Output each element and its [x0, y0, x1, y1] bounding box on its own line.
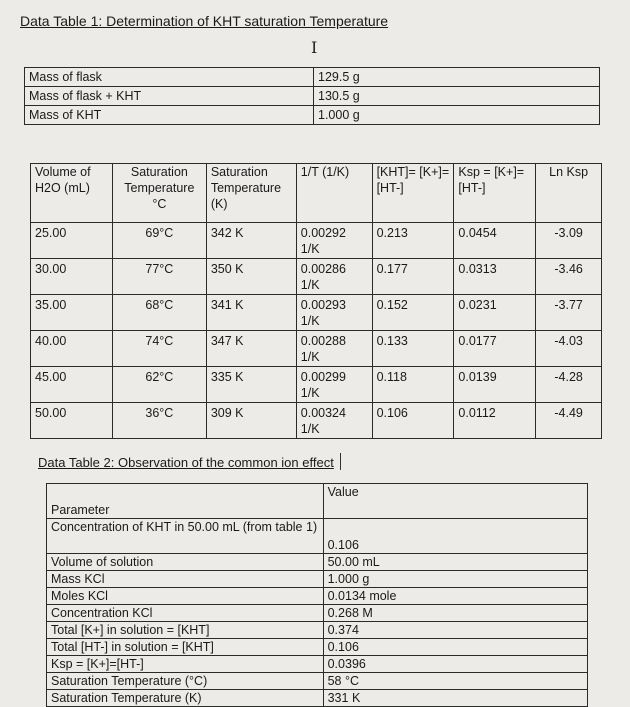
cell-value: 0.268 M [323, 605, 587, 622]
cell-sat-temp-c: 74°C [112, 331, 206, 367]
cell-parameter: Concentration of KHT in 50.00 mL (from table 1) [47, 519, 324, 554]
cell-volume: 35.00 [31, 295, 113, 331]
cell-inverse-t: 0.00299 1/K [296, 367, 372, 403]
table-row [31, 295, 602, 331]
header-ln-ksp: Ln Ksp [536, 164, 602, 223]
cell-value: 50.00 mL [323, 554, 587, 571]
cell-parameter: Ksp = [K+]=[HT-] [47, 656, 324, 673]
header-value: Value [323, 484, 587, 519]
table-row [25, 68, 600, 87]
cell-concentration: 0.106 [372, 403, 454, 439]
table-row [47, 519, 588, 554]
page-title: Data Table 1: Determination of KHT saturation Temperature [20, 13, 389, 29]
header-sat-temp-k: Saturation Temperature (K) [206, 164, 296, 223]
header-ksp: Ksp = [K+]=[HT-] [454, 164, 536, 223]
table-row [47, 605, 588, 622]
table-header-row [47, 484, 588, 519]
cell-value: 0.0396 [323, 656, 587, 673]
table-row [25, 87, 600, 106]
cell-value: 331 K [323, 690, 587, 707]
cell-parameter: Moles KCl [47, 588, 324, 605]
header-sat-temp-c: Saturation Temperature °C [112, 164, 206, 223]
header-volume: Volume of H2O (mL) [31, 164, 113, 223]
cell-sat-temp-c: 68°C [112, 295, 206, 331]
cell-sat-temp-k: 342 K [206, 223, 296, 259]
cell-sat-temp-c: 62°C [112, 367, 206, 403]
cell-inverse-t: 0.00288 1/K [296, 331, 372, 367]
cell-parameter: Mass KCl [47, 571, 324, 588]
table-header-row [31, 164, 602, 223]
cell-ksp: 0.0139 [454, 367, 536, 403]
table-row [25, 106, 600, 125]
cell-ksp: 0.0177 [454, 331, 536, 367]
cell-sat-temp-c: 36°C [112, 403, 206, 439]
cell-ksp: 0.0231 [454, 295, 536, 331]
mass-label: Mass of flask [25, 68, 314, 87]
text-caret-icon [340, 453, 341, 470]
header-parameter: Parameter [47, 484, 324, 519]
cell-sat-temp-c: 77°C [112, 259, 206, 295]
header-inverse-t: 1/T (1/K) [296, 164, 372, 223]
cell-inverse-t: 0.00293 1/K [296, 295, 372, 331]
mass-table [24, 67, 600, 125]
cell-parameter: Total [HT-] in solution = [KHT] [47, 639, 324, 656]
cell-value: 0.106 [323, 519, 587, 554]
data-table-1 [30, 163, 602, 439]
table-row [47, 588, 588, 605]
cell-parameter: Volume of solution [47, 554, 324, 571]
cell-volume: 25.00 [31, 223, 113, 259]
header-concentration: [KHT]= [K+]=[HT-] [372, 164, 454, 223]
cell-ln-ksp: -4.28 [536, 367, 602, 403]
cell-concentration: 0.133 [372, 331, 454, 367]
cell-ksp: 0.0112 [454, 403, 536, 439]
cell-ln-ksp: -4.49 [536, 403, 602, 439]
cell-sat-temp-k: 350 K [206, 259, 296, 295]
table-row [31, 259, 602, 295]
cell-concentration: 0.213 [372, 223, 454, 259]
cell-value: 0.0134 mole [323, 588, 587, 605]
cell-value: 0.374 [323, 622, 587, 639]
table-row [47, 690, 588, 707]
cell-ln-ksp: -3.09 [536, 223, 602, 259]
cell-inverse-t: 0.00286 1/K [296, 259, 372, 295]
mass-label: Mass of KHT [25, 106, 314, 125]
cell-sat-temp-c: 69°C [112, 223, 206, 259]
mass-value: 1.000 g [314, 106, 600, 125]
table-row [47, 571, 588, 588]
cell-concentration: 0.177 [372, 259, 454, 295]
cell-concentration: 0.152 [372, 295, 454, 331]
table-row [47, 656, 588, 673]
cell-sat-temp-k: 309 K [206, 403, 296, 439]
cell-ln-ksp: -3.77 [536, 295, 602, 331]
table-row [31, 223, 602, 259]
table-row [31, 367, 602, 403]
table-row [47, 673, 588, 690]
mass-value: 129.5 g [314, 68, 600, 87]
cell-volume: 40.00 [31, 331, 113, 367]
cell-ln-ksp: -4.03 [536, 331, 602, 367]
cell-parameter: Saturation Temperature (°C) [47, 673, 324, 690]
text-cursor-icon: I [311, 38, 318, 57]
data-table-2 [46, 483, 588, 707]
cell-value: 1.000 g [323, 571, 587, 588]
section-title: Data Table 2: Observation of the common ion effect [38, 455, 334, 470]
cell-parameter: Concentration KCl [47, 605, 324, 622]
cell-value: 0.106 [323, 639, 587, 656]
cell-volume: 30.00 [31, 259, 113, 295]
table-row [47, 639, 588, 656]
cell-ln-ksp: -3.46 [536, 259, 602, 295]
cell-volume: 45.00 [31, 367, 113, 403]
cell-sat-temp-k: 341 K [206, 295, 296, 331]
table-row [47, 622, 588, 639]
cell-inverse-t: 0.00292 1/K [296, 223, 372, 259]
cell-concentration: 0.118 [372, 367, 454, 403]
table-row [31, 331, 602, 367]
cell-parameter: Saturation Temperature (K) [47, 690, 324, 707]
mass-value: 130.5 g [314, 87, 600, 106]
cell-parameter: Total [K+] in solution = [KHT] [47, 622, 324, 639]
cell-value: 58 °C [323, 673, 587, 690]
mass-label: Mass of flask + KHT [25, 87, 314, 106]
table-row [31, 403, 602, 439]
cell-volume: 50.00 [31, 403, 113, 439]
cell-ksp: 0.0454 [454, 223, 536, 259]
cell-inverse-t: 0.00324 1/K [296, 403, 372, 439]
table-row [47, 554, 588, 571]
cell-ksp: 0.0313 [454, 259, 536, 295]
cell-sat-temp-k: 347 K [206, 331, 296, 367]
cell-sat-temp-k: 335 K [206, 367, 296, 403]
